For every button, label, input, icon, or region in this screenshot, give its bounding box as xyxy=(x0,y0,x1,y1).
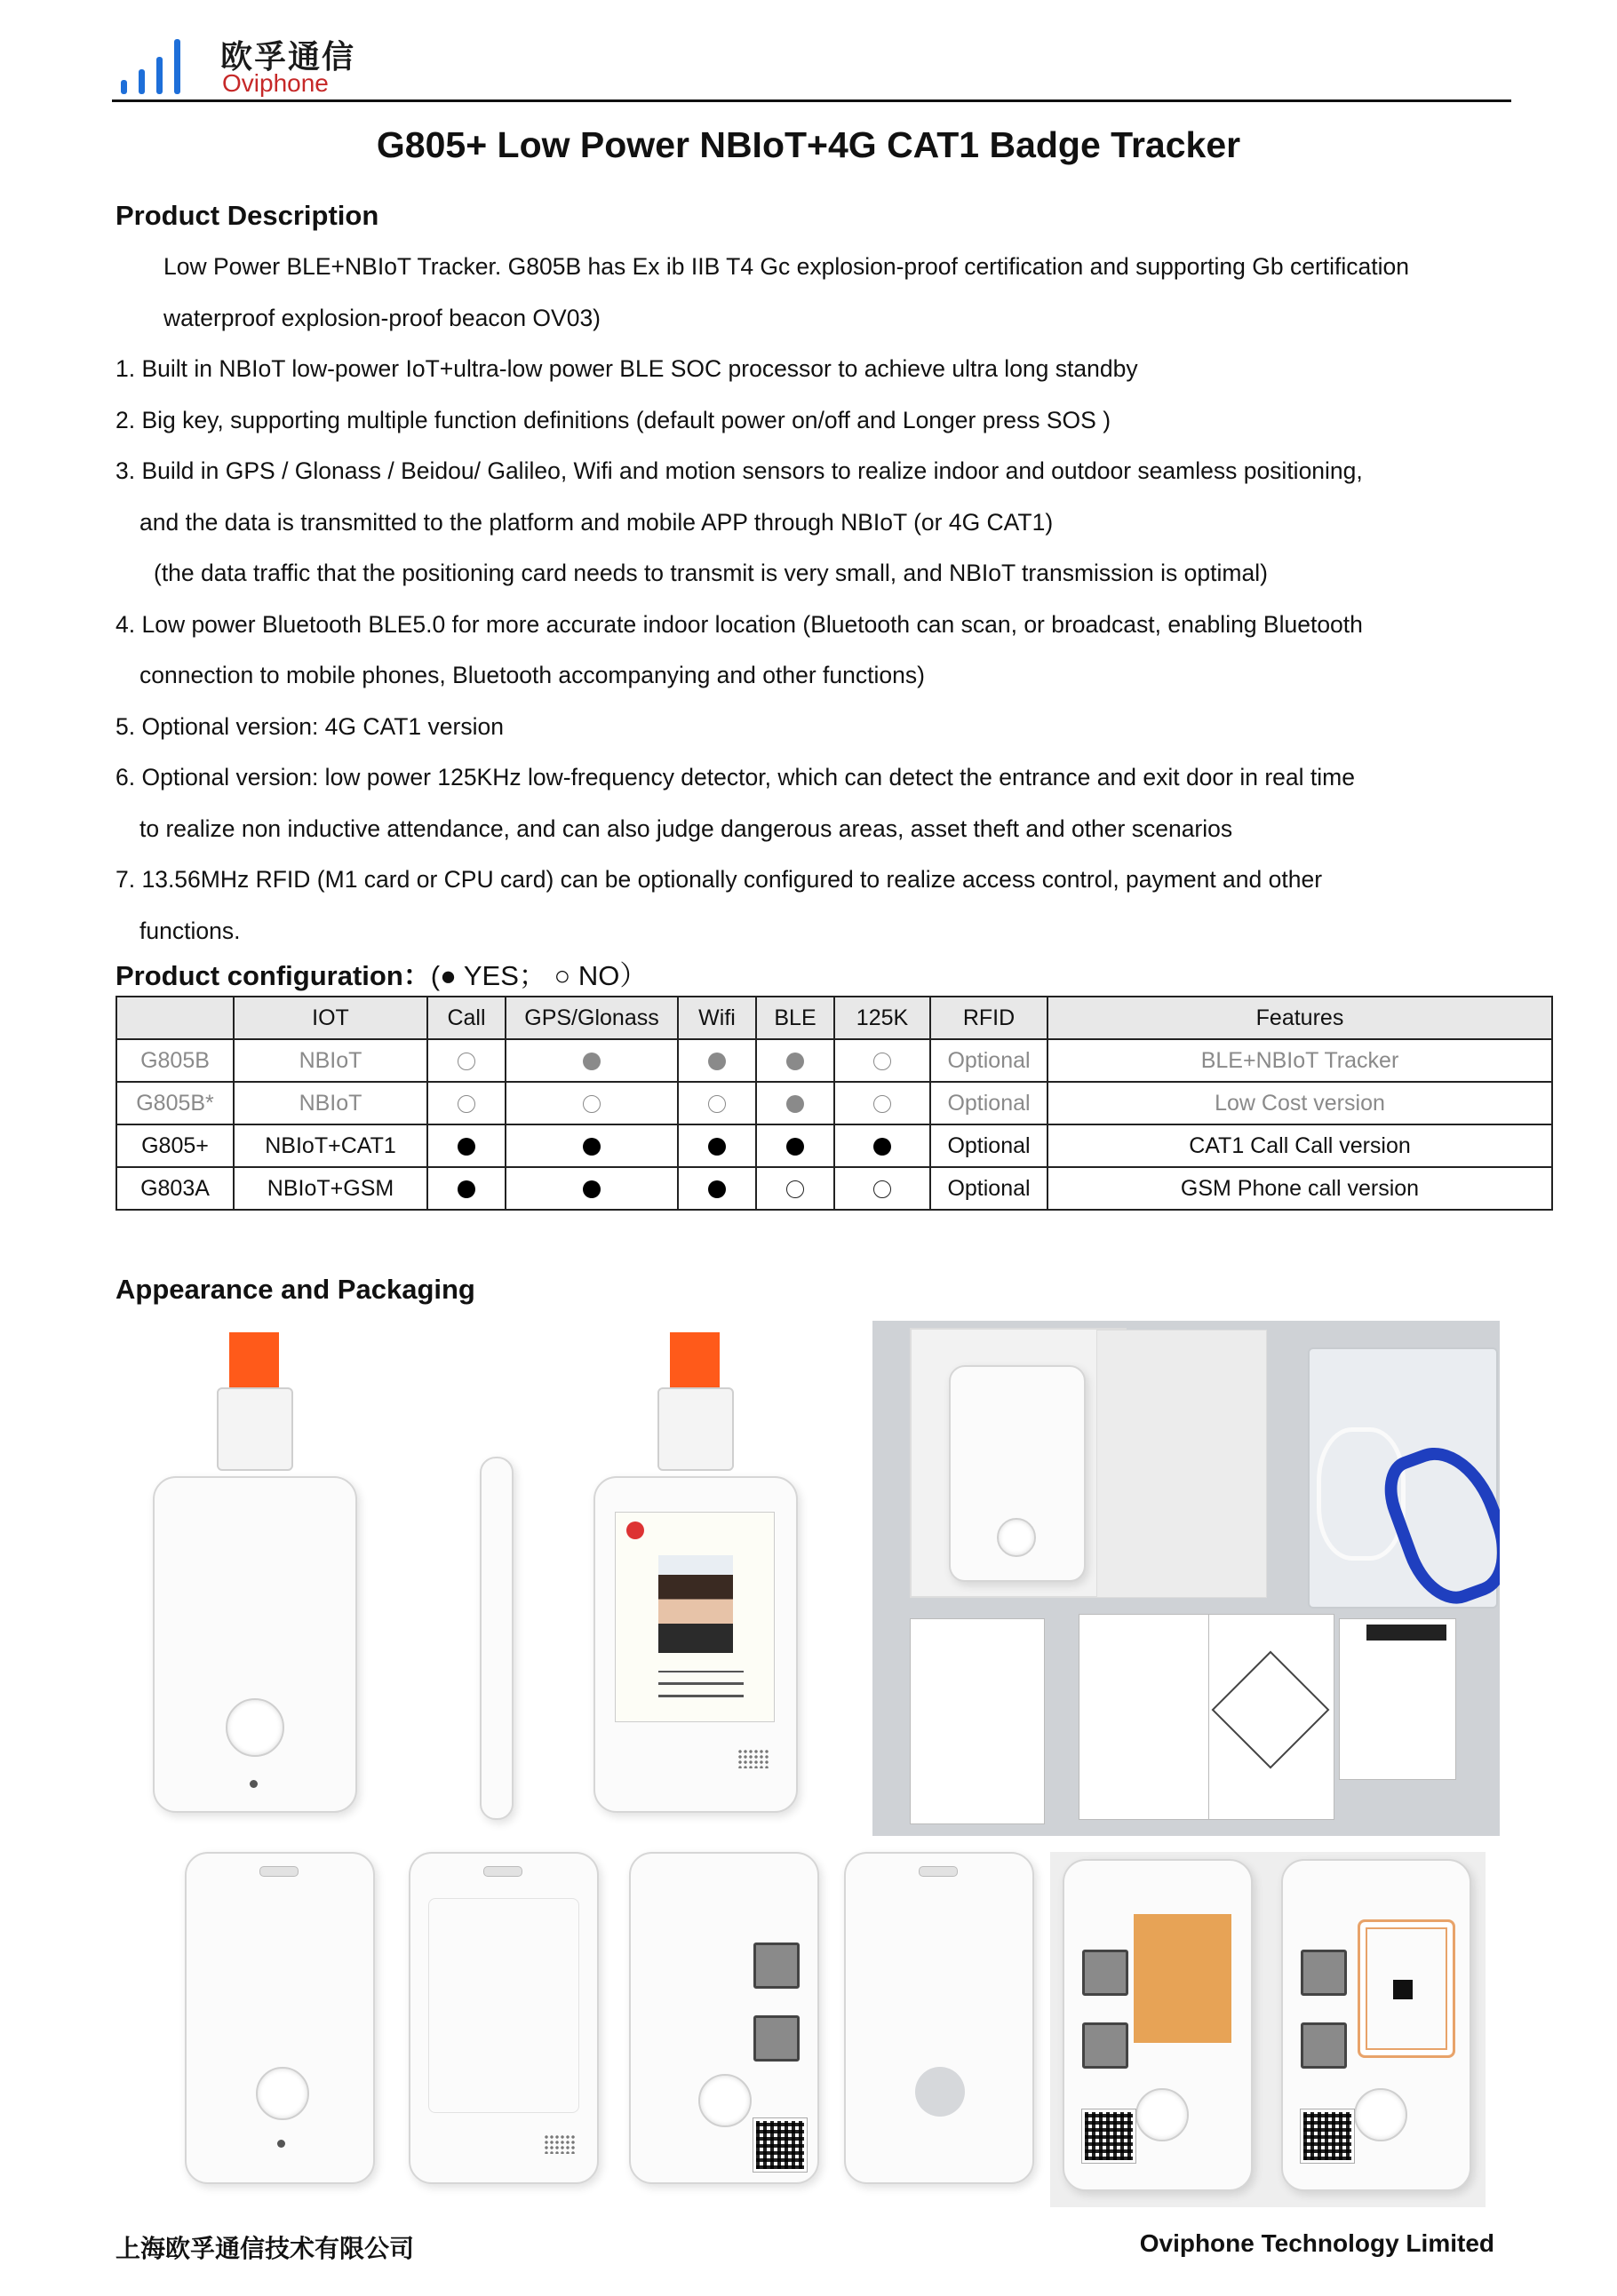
speaker-grille-icon xyxy=(544,2134,576,2154)
cell-features: Low Cost version xyxy=(1047,1082,1552,1124)
qualified-certificate xyxy=(1208,1614,1334,1820)
device-internal-with-coil xyxy=(1281,1859,1471,2191)
sim-slot-icon xyxy=(1082,1950,1128,1996)
user-manual xyxy=(910,1618,1045,1824)
sos-key-button-icon xyxy=(256,2067,309,2120)
yes-filled-dot-icon xyxy=(708,1053,726,1070)
cell-features: GSM Phone call version xyxy=(1047,1167,1552,1210)
appearance-heading: Appearance and Packaging xyxy=(116,1274,475,1305)
device-with-id-card-view xyxy=(593,1332,798,1816)
no-open-dot-icon xyxy=(786,1180,804,1198)
col-header-gps: GPS/Glonass xyxy=(506,997,678,1039)
product-configuration-heading xyxy=(116,953,647,993)
cell-rfid: Optional xyxy=(930,1039,1047,1082)
table-row xyxy=(116,1167,1552,1210)
sos-key-button-icon xyxy=(1354,2088,1407,2141)
yes-filled-dot-icon xyxy=(786,1138,804,1156)
yes-filled-dot-icon xyxy=(786,1095,804,1113)
warranty-card xyxy=(1339,1618,1456,1780)
device-in-box xyxy=(949,1365,1086,1582)
sim-slot-icon xyxy=(1082,2022,1128,2069)
cell-wifi xyxy=(678,1039,756,1082)
lanyard-clip xyxy=(657,1387,734,1471)
no-open-dot-icon xyxy=(458,1053,475,1070)
intro-line-2: waterproof explosion-proof beacon OV03) xyxy=(163,304,601,331)
cell-k125 xyxy=(834,1167,930,1210)
cell-iot: NBIoT+GSM xyxy=(234,1167,427,1210)
cell-call xyxy=(427,1167,506,1210)
feature-5: 5. Optional version: 4G CAT1 version xyxy=(116,712,504,740)
lanyard-strap xyxy=(229,1332,279,1394)
yes-filled-dot-icon xyxy=(458,1138,475,1156)
led-indicator xyxy=(277,2140,285,2148)
packaging-photo xyxy=(872,1321,1500,1836)
feature-2: 2. Big key, supporting multiple function definitions (default power on/off and Longer press SOS ) xyxy=(116,406,1111,433)
col-header-rfid: RFID xyxy=(930,997,1047,1039)
nfc-chip xyxy=(1393,1980,1413,1999)
footer-company-chinese: 上海欧孚通信技术有限公司 xyxy=(116,2235,415,2262)
button-cutout-icon xyxy=(915,2067,965,2117)
device-body xyxy=(593,1476,798,1813)
cell-wifi xyxy=(678,1082,756,1124)
sos-key-button-icon xyxy=(698,2074,752,2127)
device-back-view-1 xyxy=(185,1852,375,2184)
feature-4b: connection to mobile phones, Bluetooth accompanying and other functions) xyxy=(139,662,925,688)
configuration-legend: (● YES； ○ NO） xyxy=(430,960,648,991)
device-front-view xyxy=(153,1332,357,1816)
cell-model: G805B* xyxy=(116,1082,234,1124)
signal-bars-icon xyxy=(116,30,200,101)
cell-gps xyxy=(506,1124,678,1167)
cell-ble xyxy=(756,1124,834,1167)
col-header-ble: BLE xyxy=(756,997,834,1039)
cell-k125 xyxy=(834,1039,930,1082)
feature-3b: and the data is transmitted to the platform and mobile APP through NBIoT (or 4G CAT1) xyxy=(139,508,1054,536)
sim-slot-icon xyxy=(1301,2022,1347,2069)
sim-slot-icon xyxy=(1301,1950,1347,1996)
cell-iot: NBIoT xyxy=(234,1039,427,1082)
rfid-sticker xyxy=(1134,1914,1231,2043)
product-description-heading: Product Description xyxy=(116,200,379,231)
device-back-cover-view xyxy=(844,1852,1034,2184)
col-header-features: Features xyxy=(1047,997,1552,1039)
lanyard-strap xyxy=(670,1332,720,1394)
cell-model: G803A xyxy=(116,1167,234,1210)
device-back-view-2 xyxy=(409,1852,599,2184)
no-open-dot-icon xyxy=(873,1053,891,1070)
no-open-dot-icon xyxy=(873,1180,891,1198)
feature-6b: to realize non inductive attendance, and can also judge dangerous areas, asset theft and other scenarios xyxy=(139,814,1233,842)
yes-filled-dot-icon xyxy=(583,1138,601,1156)
cell-features: BLE+NBIoT Tracker xyxy=(1047,1039,1552,1082)
feature-3c: (the data traffic that the positioning card needs to transmit is very small, and NBIoT transmission is optimal) xyxy=(154,560,1268,586)
product-description-body xyxy=(116,242,1409,957)
table-row xyxy=(116,1124,1552,1167)
no-open-dot-icon xyxy=(458,1095,475,1113)
cell-rfid: Optional xyxy=(930,1124,1047,1167)
yes-filled-dot-icon xyxy=(583,1053,601,1070)
cell-gps xyxy=(506,1167,678,1210)
quick-guide xyxy=(1079,1614,1214,1820)
lanyard-clip xyxy=(217,1387,293,1471)
table-row xyxy=(116,1082,1552,1124)
lanyard-slot xyxy=(259,1866,299,1877)
warranty-card-header xyxy=(1366,1625,1446,1641)
col-header-call: Call xyxy=(427,997,506,1039)
feature-4a: 4. Low power Bluetooth BLE5.0 for more accurate indoor location (Bluetooth can scan, or broadcast, enabling Bluetooth xyxy=(116,610,1363,638)
cell-iot: NBIoT+CAT1 xyxy=(234,1124,427,1167)
cell-gps xyxy=(506,1082,678,1124)
col-header-iot: IOT xyxy=(234,997,427,1039)
cell-model: G805+ xyxy=(116,1124,234,1167)
cell-call xyxy=(427,1039,506,1082)
feature-1: 1. Built in NBIoT low-power IoT+ultra-low power BLE SOC processor to achieve ultra long standby xyxy=(116,355,1138,382)
cell-model: G805B xyxy=(116,1039,234,1082)
sim-slot-icon xyxy=(753,1942,800,1989)
configuration-table xyxy=(116,996,1553,1211)
cell-call xyxy=(427,1082,506,1124)
yes-filled-dot-icon xyxy=(458,1180,475,1198)
table-row xyxy=(116,1039,1552,1082)
document-title: G805+ Low Power NBIoT+4G CAT1 Badge Tracker xyxy=(376,124,1241,165)
cell-k125 xyxy=(834,1082,930,1124)
feature-7a: 7. 13.56MHz RFID (M1 card or CPU card) can be optionally configured to realize access control, payment and other xyxy=(116,866,1323,893)
logo-chinese-name: 欧孚通信 xyxy=(220,38,356,75)
qr-code-icon xyxy=(753,2118,807,2172)
school-emblem-icon xyxy=(626,1521,644,1539)
lanyard-slot xyxy=(919,1866,958,1877)
col-header-125k: 125K xyxy=(834,997,930,1039)
yes-filled-dot-icon xyxy=(583,1180,601,1198)
device-nfc-card-view xyxy=(1050,1852,1486,2207)
table-header-row xyxy=(116,997,1552,1039)
cell-wifi xyxy=(678,1167,756,1210)
no-open-dot-icon xyxy=(583,1095,601,1113)
col-header-model xyxy=(116,997,234,1039)
lanyard-slot xyxy=(483,1866,522,1877)
logo-english-name: Oviphone xyxy=(222,69,329,97)
cell-gps xyxy=(506,1039,678,1082)
sos-key-button-icon xyxy=(226,1698,284,1757)
speaker-grille-icon xyxy=(737,1749,769,1768)
device-open-internal-view xyxy=(629,1852,819,2184)
device-internal-with-rfid-sticker xyxy=(1063,1859,1253,2191)
cell-rfid: Optional xyxy=(930,1082,1047,1124)
no-open-dot-icon xyxy=(873,1095,891,1113)
intro-line-1: Low Power BLE+NBIoT Tracker. G805B has Ex ib IIB T4 Gc explosion-proof certification and supporting Gb certification xyxy=(163,253,1410,280)
card-window-outline xyxy=(428,1898,579,2113)
cell-ble xyxy=(756,1039,834,1082)
footer-company-english: Oviphone Technology Limited xyxy=(1139,2229,1494,2257)
sos-key-button-icon xyxy=(997,1518,1036,1557)
sim-slot-icon xyxy=(753,2015,800,2062)
no-open-dot-icon xyxy=(708,1095,726,1113)
led-indicator xyxy=(250,1780,258,1788)
cell-call xyxy=(427,1124,506,1167)
id-text-lines xyxy=(658,1671,744,1697)
cell-wifi xyxy=(678,1124,756,1167)
cell-rfid: Optional xyxy=(930,1167,1047,1210)
feature-7b: functions. xyxy=(139,917,241,944)
yes-filled-dot-icon xyxy=(708,1138,726,1156)
qr-code-icon xyxy=(1301,2109,1354,2163)
qr-code-icon xyxy=(1082,2109,1135,2163)
col-header-wifi: Wifi xyxy=(678,997,756,1039)
header-divider xyxy=(112,99,1511,102)
device-body xyxy=(153,1476,357,1813)
id-card-window xyxy=(615,1512,775,1722)
box-lid xyxy=(1096,1330,1267,1598)
configuration-title: Product configuration： xyxy=(116,960,431,991)
cell-features: CAT1 Call Call version xyxy=(1047,1124,1552,1167)
cell-iot: NBIoT xyxy=(234,1082,427,1124)
yes-filled-dot-icon xyxy=(786,1053,804,1070)
sos-key-button-icon xyxy=(1135,2088,1189,2141)
certificate-diamond-icon xyxy=(1212,1651,1330,1769)
cell-k125 xyxy=(834,1124,930,1167)
device-side-view xyxy=(480,1457,515,1830)
id-photo xyxy=(658,1555,733,1653)
feature-3a: 3. Build in GPS / Glonass / Beidou/ Galileo, Wifi and motion sensors to realize indoor and outdoor seamless positioning, xyxy=(116,457,1363,484)
device-side-body xyxy=(480,1457,514,1820)
feature-6a: 6. Optional version: low power 125KHz low-frequency detector, which can detect the entrance and exit door in real time xyxy=(116,764,1355,790)
gift-box xyxy=(910,1328,1127,1598)
yes-filled-dot-icon xyxy=(873,1138,891,1156)
yes-filled-dot-icon xyxy=(708,1180,726,1198)
cell-ble xyxy=(756,1082,834,1124)
cell-ble xyxy=(756,1167,834,1210)
